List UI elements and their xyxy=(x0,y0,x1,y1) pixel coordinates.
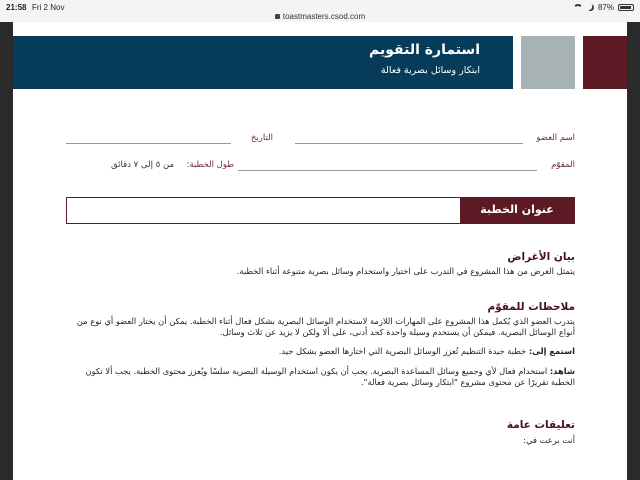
watch-text: استخدام فعال لأي وجميع وسائل المساعدة البصرية. يجب أن يكون استخدام الوسيلة البصرية سلسًا ويُعزز محتوى الخطبة. يجب ألا تكون الخطبة تقريرًا عن محتوى مشروع "ابتكار وسائل بصرية فعالة". xyxy=(85,366,575,387)
lock-icon xyxy=(275,14,280,19)
speech-title-input[interactable] xyxy=(67,198,457,223)
status-indicators xyxy=(573,3,634,12)
form-title: استمارة التقويم xyxy=(369,42,480,58)
listen-text: خطبة جيدة التنظيم تُعزز الوسائل البصرية التي اختارها العضو بشكل جيد. xyxy=(278,346,527,356)
header-maroon-block xyxy=(583,36,627,89)
general-prompt: أنت برعت في: xyxy=(523,435,575,445)
speech-length-label: طول الخطبة: xyxy=(186,160,234,170)
general-heading: تعليقات عامة xyxy=(506,419,575,431)
member-name-field[interactable] xyxy=(295,131,575,145)
form-subtitle: ابتكار وسائل بصرية فعالة xyxy=(380,65,480,76)
notes-text: يتدرب العضو الذي يُكمل هذا المشروع على المهارات اللازمة لاستخدام الوسائل البصرية بشكل فعال أثناء الخطبة. يمكن أن يختار العضو أي نوع من أنواع الوسائل البصرية. فيمكن أن يستخدم وسيلة واحدة كحد أدنى، على ألا ولكن لا يزيد عن ثلاث وسائل. xyxy=(76,316,575,337)
left-border xyxy=(0,22,13,480)
listen-label: استمع إلى: xyxy=(528,346,575,356)
purpose-text: يتمثل الغرض من هذا المشروع في التدرب على اختيار واستخدام وسائل بصرية متنوعة أثناء الخطبة. xyxy=(236,266,575,276)
status-time: 21:58 xyxy=(6,3,27,12)
url-text: toastmasters.csod.com xyxy=(282,12,366,21)
moon-icon xyxy=(586,3,596,13)
notes-heading: ملاحظات للمقوّم xyxy=(487,301,575,313)
member-name-label: اسم العضو xyxy=(536,133,575,143)
purpose-section xyxy=(66,251,575,277)
evaluator-line xyxy=(238,170,537,171)
battery-percent: 87% xyxy=(597,3,614,12)
date-field[interactable] xyxy=(66,131,273,145)
date-label: التاريخ xyxy=(250,133,273,143)
purpose-heading: بيان الأغراض xyxy=(507,251,575,263)
listen-paragraph xyxy=(66,346,575,357)
speech-title-bar xyxy=(66,197,575,224)
evaluator-label: المقوّم xyxy=(551,160,575,170)
status-date: Fri 2 Nov xyxy=(32,3,65,12)
evaluator-field[interactable] xyxy=(238,158,575,172)
watch-label: شاهد: xyxy=(549,366,575,376)
speech-title-label: عنوان الخطبة xyxy=(460,198,574,223)
speech-length-field xyxy=(100,158,234,172)
general-section xyxy=(66,419,575,446)
battery-icon xyxy=(618,4,634,11)
header-grey-block xyxy=(521,36,575,89)
status-bar xyxy=(0,0,640,22)
watch-paragraph xyxy=(66,366,575,388)
notes-section xyxy=(66,301,575,388)
right-border xyxy=(627,22,640,480)
member-name-line xyxy=(295,143,523,144)
date-line xyxy=(66,143,231,144)
address-bar[interactable] xyxy=(0,12,640,21)
speech-length-value: من ٥ إلى ٧ دقائق xyxy=(111,160,174,170)
wifi-icon xyxy=(573,4,583,11)
